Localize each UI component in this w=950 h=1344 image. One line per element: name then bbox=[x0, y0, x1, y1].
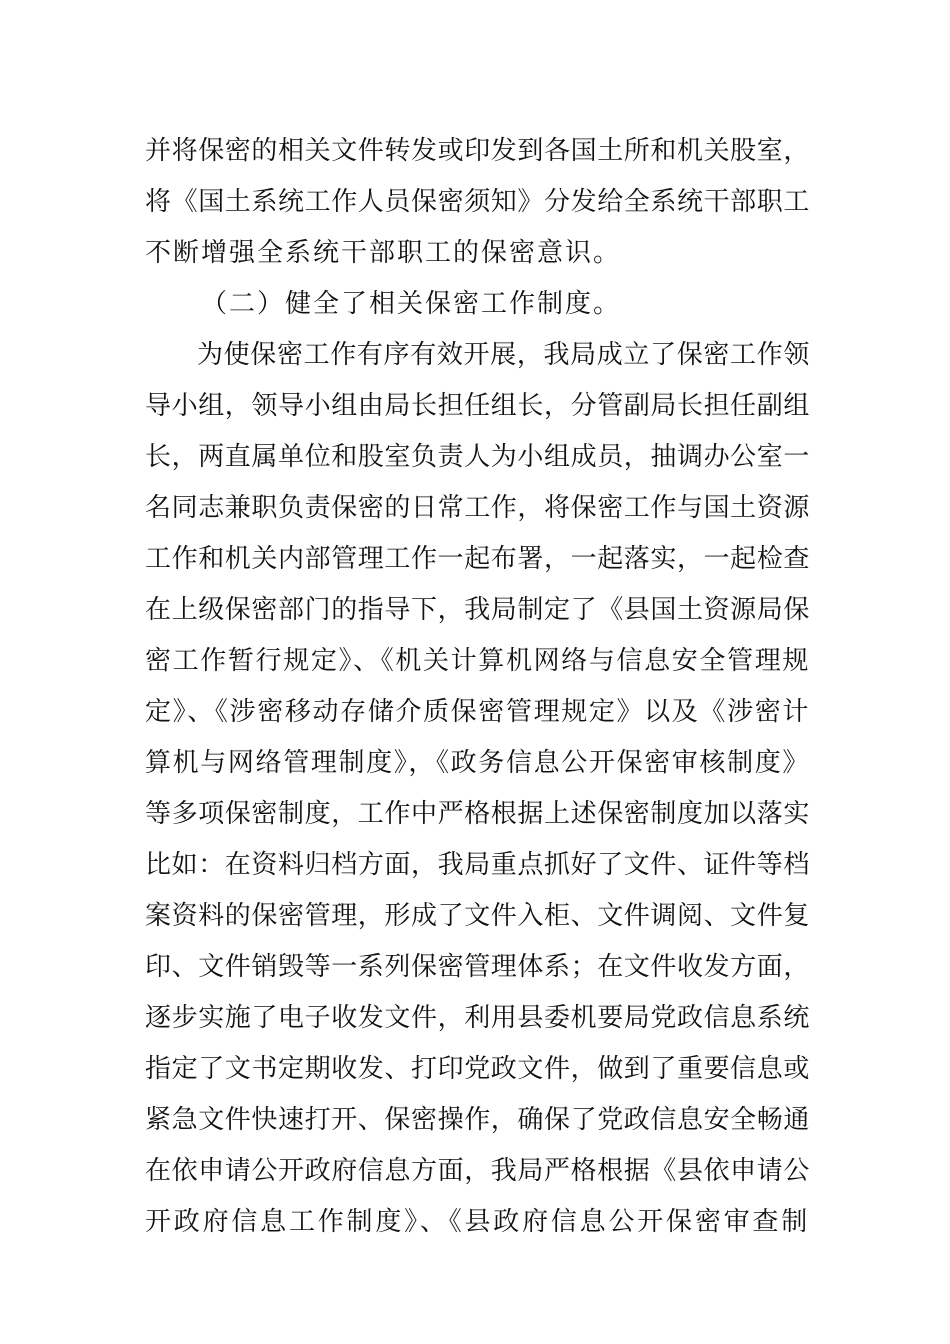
text-line: 紧急文件快速打开、保密操作，确保了党政信息安全畅通 bbox=[145, 1105, 810, 1135]
text-line: 在依申请公开政府信息方面，我局严格根据《县依申请公 bbox=[145, 1156, 810, 1186]
text-line: 算机与网络管理制度》，《政务信息公开保密审核制度》 bbox=[145, 748, 810, 778]
text-line: 指定了文书定期收发、打印党政文件，做到了重要信息或 bbox=[145, 1054, 810, 1084]
text-line: 比如：在资料归档方面，我局重点抓好了文件、证件等档 bbox=[145, 850, 810, 880]
text-line: 定》、《涉密移动存储介质保密管理规定》以及《涉密计 bbox=[145, 697, 810, 727]
text-line: 逐步实施了电子收发文件，利用县委机要局党政信息系统 bbox=[145, 1003, 810, 1033]
text-line: 案资料的保密管理，形成了文件入柜、文件调阅、文件复 bbox=[145, 901, 810, 931]
text-line: 并将保密的相关文件转发或印发到各国土所和机关股室， bbox=[145, 136, 810, 166]
text-line: 印、文件销毁等一系列保密管理体系；在文件收发方面， bbox=[145, 952, 810, 982]
section-heading: （二）健全了相关保密工作制度。 bbox=[201, 289, 622, 319]
text-line: 名同志兼职负责保密的日常工作，将保密工作与国土资源 bbox=[145, 493, 810, 523]
document-body bbox=[145, 126, 810, 1248]
text-line: 为使保密工作有序有效开展，我局成立了保密工作领 bbox=[197, 340, 810, 370]
text-line: 长，两直属单位和股室负责人为小组成员，抽调办公室一 bbox=[145, 442, 810, 472]
text-line: 等多项保密制度，工作中严格根据上述保密制度加以落实 bbox=[145, 799, 810, 829]
text-line: 密工作暂行规定》、《机关计算机网络与信息安全管理规 bbox=[145, 646, 810, 676]
text-line: 在上级保密部门的指导下，我局制定了《县国土资源局保 bbox=[145, 595, 810, 625]
text-line: 不断增强全系统干部职工的保密意识。 bbox=[145, 238, 622, 268]
text-line: 开政府信息工作制度》、《县政府信息公开保密审查制 bbox=[145, 1207, 810, 1237]
text-line: 工作和机关内部管理工作一起布署，一起落实，一起检查 bbox=[145, 544, 810, 574]
text-line: 导小组，领导小组由局长担任组长，分管副局长担任副组 bbox=[145, 391, 810, 421]
text-line: 将《国土系统工作人员保密须知》分发给全系统干部职工 bbox=[145, 187, 810, 217]
